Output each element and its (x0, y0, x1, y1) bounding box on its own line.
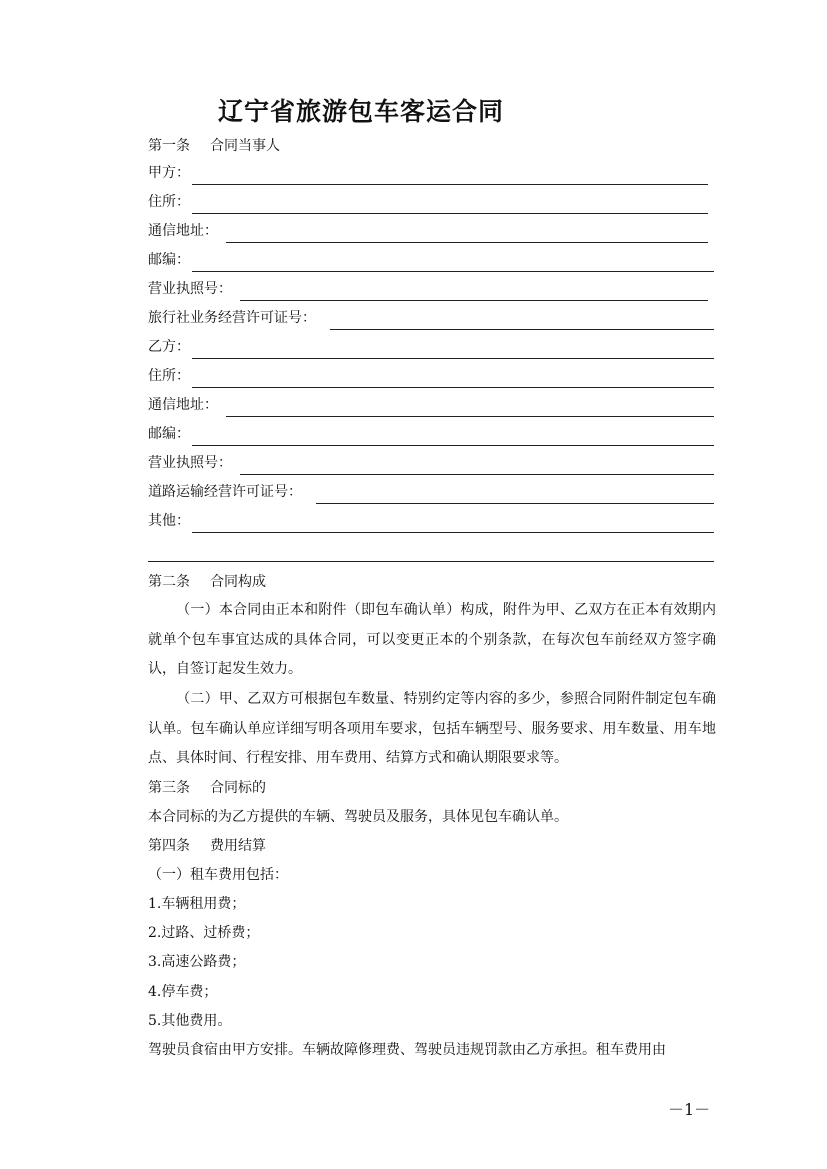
article-4-heading (148, 836, 266, 856)
fee-list-item: 2.过路、过桥费； (148, 925, 260, 941)
field-label: 道路运输经营许可证号： (148, 484, 302, 500)
document-title: 辽宁省旅游包车客运合同 (218, 97, 505, 126)
field-label: 住所： (148, 194, 190, 210)
article-2-paragraph-1 (148, 596, 716, 685)
paragraph-text: （一）本合同由正本和附件（即包车确认单）构成，附件为甲、乙双方在正本有效期内就单个包车事宜达成的具体合同，可以变更正本的个别条款，在每次包车前经双方签字确认，自签订起发生效力。 (148, 602, 716, 677)
fill-line (226, 242, 708, 243)
fee-list-item: 5.其他费用。 (148, 1013, 232, 1029)
paragraph-text: （二）甲、乙双方可根据包车数量、特别约定等内容的多少，参照合同附件制定包车确认单。包车确认单应详细写明各项用车要求，包括车辆型号、服务要求、用车数量、用车地点、具体时间、行程安排、用车费用、结算方式和确认期限要求等。 (148, 691, 716, 766)
field-label: 其他： (148, 513, 190, 529)
fee-list-item: 1.车辆租用费； (148, 896, 246, 912)
fill-line (240, 474, 714, 475)
field-label: 甲方： (148, 165, 190, 181)
field-label: 营业执照号： (148, 281, 232, 297)
fee-list-item: 3.高速公路费； (148, 954, 246, 970)
party-b-transport-permit-field[interactable] (148, 482, 714, 504)
fill-line (192, 387, 714, 388)
article-4-subheading: （一）租车费用包括： (148, 867, 288, 883)
article-2-heading (148, 572, 266, 592)
field-label: 旅行社业务经营许可证号： (148, 310, 316, 326)
party-b-postcode-field[interactable] (148, 424, 714, 446)
party-b-name-field[interactable] (148, 337, 714, 359)
article-number: 第三条 (148, 780, 190, 796)
party-a-mailing-address-field[interactable] (148, 221, 708, 243)
field-label: 邮编： (148, 252, 190, 268)
article-3-paragraph: 本合同标的为乙方提供的车辆、驾驶员及服务，具体见包车确认单。 (148, 809, 568, 825)
field-label: 邮编： (148, 426, 190, 442)
party-a-travel-agency-permit-field[interactable] (148, 308, 714, 330)
article-number: 第二条 (148, 574, 190, 590)
article-name: 合同标的 (210, 780, 266, 796)
field-label: 营业执照号： (148, 455, 232, 471)
article-number: 第四条 (148, 838, 190, 854)
fill-line (226, 416, 714, 417)
party-a-postcode-field[interactable] (148, 250, 714, 272)
party-b-mailing-address-field[interactable] (148, 395, 714, 417)
fill-line (192, 358, 714, 359)
page-number: －1－ (668, 1100, 711, 1119)
article-3-heading (148, 778, 266, 798)
article-1-heading (148, 136, 280, 156)
fill-line (192, 271, 714, 272)
fill-line (192, 184, 708, 185)
field-label: 乙方： (148, 339, 190, 355)
fill-line (192, 445, 714, 446)
party-a-name-field[interactable] (148, 163, 708, 185)
fill-line (316, 503, 714, 504)
field-label: 通信地址： (148, 397, 218, 413)
field-label: 通信地址： (148, 223, 218, 239)
article-name: 合同当事人 (210, 138, 280, 154)
fill-line (192, 532, 714, 533)
article-2-paragraph-2 (148, 685, 716, 774)
article-name: 费用结算 (210, 838, 266, 854)
other-extra-fill-line[interactable] (148, 561, 714, 562)
party-b-other-field[interactable] (148, 511, 714, 533)
fill-line (330, 329, 714, 330)
party-b-business-license-field[interactable] (148, 453, 714, 475)
party-b-address-field[interactable] (148, 366, 714, 388)
article-4-closing-paragraph: 驾驶员食宿由甲方安排。车辆故障修理费、驾驶员违规罚款由乙方承担。租车费用由 (148, 1042, 666, 1058)
party-a-address-field[interactable] (148, 192, 708, 214)
fill-line (240, 300, 708, 301)
article-name: 合同构成 (210, 574, 266, 590)
article-number: 第一条 (148, 138, 190, 154)
fee-list-item: 4.停车费； (148, 984, 218, 1000)
fill-line (192, 213, 708, 214)
field-label: 住所： (148, 368, 190, 384)
party-a-business-license-field[interactable] (148, 279, 708, 301)
